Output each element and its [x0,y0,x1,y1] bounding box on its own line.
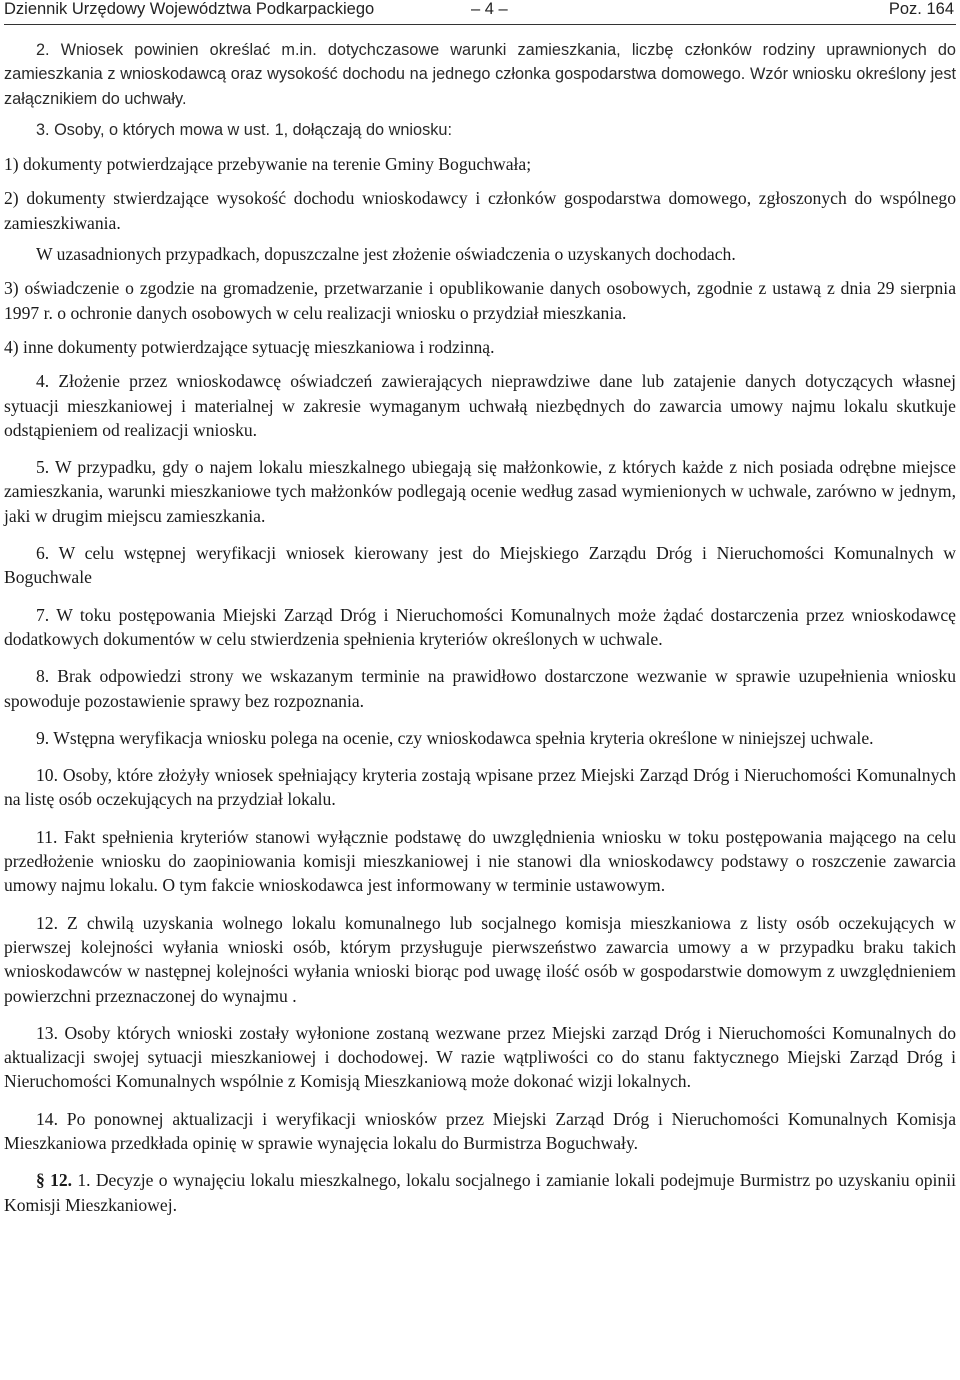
paragraph-10: 10. Osoby, które złożyły wniosek spełniający kryteria zostają wpisane przez Miejski Zarząd Dróg i Nieruchomości Komunalnych na listę osób oczekujących na przydział lokalu. [4,765,956,810]
paragraph-5: 5. W przypadku, gdy o najem lokalu mieszkalnego ubiegają się małżonkowie, z których każde z nich posiada odrębne miejsce zamieszkania, warunki mieszkaniowe tych małżonków podlegają ocenie według zasad wymienionych w uchwale, zarówno w jednym, jaki w drugim miejscu zamieszkania. [4,457,956,526]
paragraph-12: 12. Z chwilą uzyskania wolnego lokalu komunalnego lub socjalnego komisja mieszkaniowa z listy osób oczekujących w pierwszej kolejności wyłania wnioski osób, którym przysługuje pierwszeństwo zawarcia umowy a w przypadku braku takich wnioskodawców w następnej kolejności wyłania wnioski biorąc pod uwagę ilość osób w gospodarstwie domowym z uwzględnieniem powierzchni przeznaczonej do wynajmu . [4,912,956,1006]
paragraph-3-item-2: 2) dokumenty stwierdzające wysokość dochodu wnioskodawcy i członków gospodarstwa domowego, zgłoszonych do wspólnego zamieszkiwania. [4,188,956,233]
paragraph-11: 11. Fakt spełnienia kryteriów stanowi wyłącznie podstawę do uwzględnienia wniosku w toku postępowania mającego na celu przedłożenie wniosku do zaopiniowania komisji mieszkaniowej i nie stanowi dla wnioskodawcy podstawy o roszczenie zawarcia umowy najmu lokalu. O tym fakcie wnioskodawca jest informowany w terminie ustawowym. [4,826,956,896]
section-12-heading: § 12. [36,1170,73,1191]
page-header [4,0,956,24]
paragraph-3-item-3: 3) oświadczenie o zgodzie na gromadzenie, przetwarzanie i opublikowanie danych osobowych, zgodnie z ustawą z dnia 29 sierpnia 1997 r. o ochronie danych osobowych w celu realizacji wniosku o przydział mieszkania. [4,278,956,323]
position-number: Poz. 164 [888,0,954,18]
paragraph-3-item-2-note: W uzasadnionych przypadkach, dopuszczalne jest złożenie oświadczenia o uzyskanych dochodach. [36,244,736,265]
paragraph-7: 7. W toku postępowania Miejski Zarząd Dróg i Nieruchomości Komunalnych może żądać dostarczenia przez wnioskodawcę dodatkowych dokumentów w celu stwierdzenia spełnienia kryteriów określonych w uchwale. [4,604,956,649]
paragraph-3-item-4: 4) inne dokumenty potwierdzające sytuację mieszkaniowa i rodzinną. [4,336,495,357]
journal-title: Dziennik Urzędowy Województwa Podkarpackiego [4,0,375,18]
document-body [4,38,956,1217]
header-divider [4,24,956,25]
paragraph-3: 3. Osoby, o których mowa w ust. 1, dołączają do wniosku: [36,120,452,139]
page-number: – 4 – [471,0,508,18]
paragraph-4: 4. Złożenie przez wnioskodawcę oświadczeń zawierających nieprawdziwe dane lub zatajenie danych dotyczących własnej sytuacji mieszkaniowej i materialnej w zakresie wymaganym uchwałą niezbędnych do zawarcia umowy najmu lokalu skutkuje odstąpieniem od realizacji wniosku. [4,371,956,440]
paragraph-8: 8. Brak odpowiedzi strony we wskazanym terminie na prawidłowo dostarczone wezwanie w sprawie uzupełnienia wniosku spowoduje pozostawienie sprawy bez rozpoznania. [4,666,956,711]
section-12-paragraph-1 [4,1168,956,1217]
section-12-text: 1. Decyzje o wynajęciu lokalu mieszkalnego, lokalu socjalnego i zamianie lokali podejmuje Burmistrz po uzyskaniu opinii Komisji Mieszkaniowej. [4,1170,956,1215]
paragraph-13: 13. Osoby których wnioski zostały wyłonione zostaną wezwane przez Miejski zarząd Dróg i Nieruchomości Komunalnych do aktualizacji swojej sytuacji mieszkaniowej i dochodowej. W razie wątpliwości co do stanu faktycznego Miejski Zarząd Dróg i Nieruchomości Komunalnych wspólnie z Komisją Mieszkaniową może dokonać wizji lokalnych. [4,1022,956,1092]
paragraph-6: 6. W celu wstępnej weryfikacji wniosek kierowany jest do Miejskiego Zarządu Dróg i Nieruchomości Komunalnych w Boguchwale [4,543,956,588]
paragraph-14: 14. Po ponownej aktualizacji i weryfikacji wniosków przez Miejski Zarząd Dróg i Nieruchomości Komunalnych Komisja Mieszkaniowa przedkłada opinię w sprawie wynajęcia lokalu do Burmistrza Boguchwały. [4,1108,956,1153]
paragraph-2: 2. Wniosek powinien określać m.in. dotychczasowe warunki zamieszkania, liczbę członków rodziny uprawnionych do zamieszkania z wnioskodawcą oraz wysokość dochodu na jednego członka gospodarstwa domowego. Wzór wniosku określony jest załącznikiem do uchwały. [4,41,956,108]
paragraph-9: 9. Wstępna weryfikacja wniosku polega na ocenie, czy wnioskodawca spełnia kryteria określone w niniejszej uchwale. [36,727,874,748]
paragraph-3-item-1: 1) dokumenty potwierdzające przebywanie na terenie Gminy Boguchwała; [4,154,532,175]
